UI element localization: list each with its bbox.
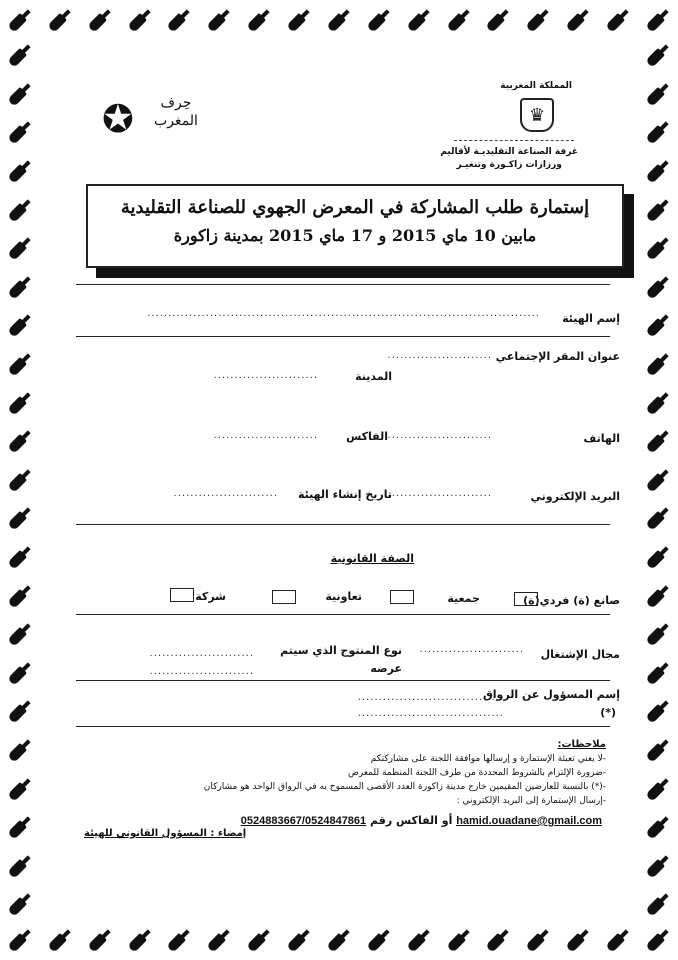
ornament-icon: [205, 926, 233, 954]
form-dates: مابين 10 ماي 2015 و 17 ماي 2015 بمدينة زاكورة: [173, 226, 537, 245]
ornament-icon: [365, 6, 393, 34]
divider-line: [76, 680, 610, 681]
association-checkbox[interactable]: [390, 590, 414, 604]
cooperative-checkbox[interactable]: [272, 590, 296, 604]
form-title: إستمارة طلب المشاركة في المعرض الجهوي للصناعة التقليدية: [120, 197, 590, 218]
border-ornament-right: [638, 36, 678, 924]
ornament-icon: [6, 466, 34, 494]
star-icon: ✪: [102, 97, 134, 141]
ornament-icon: [125, 6, 153, 34]
ornament-icon: [325, 926, 353, 954]
ornament-icon: [6, 427, 34, 455]
org-name-field[interactable]: ..............................................................................................: [147, 308, 540, 319]
signature-label: إمضاء : المسؤول القانوني للهيئة: [84, 828, 247, 839]
ornament-icon: [644, 196, 672, 224]
hiraf-almaghrib-logo: [102, 94, 222, 144]
email-field[interactable]: .........................: [387, 488, 492, 499]
ornament-icon: [524, 926, 552, 954]
fax-field[interactable]: .........................: [213, 430, 318, 441]
logo-text-line-1: حِرف: [160, 95, 192, 111]
legal-status-title: الصفة القانونية: [330, 552, 414, 565]
product-type-label-line-2: عرضه: [370, 662, 402, 675]
ornament-icon: [365, 926, 393, 954]
border-ornament-bottom: [0, 920, 678, 960]
ornament-icon: [524, 6, 552, 34]
org-name-label: إسم الهيئة: [562, 312, 620, 325]
ornament-icon: [644, 620, 672, 648]
artisan-checkbox[interactable]: [514, 592, 538, 606]
ornament-icon: [245, 6, 273, 34]
ornament-icon: [644, 659, 672, 687]
legal-option-cooperative-label: تعاونية: [325, 590, 362, 603]
ornament-icon: [6, 581, 34, 609]
contact-line: [241, 814, 602, 827]
form-page: [44, 44, 634, 916]
note-item: -لا يعني تعبئة الإستمارة و إرسالها موافقة اللجنة على مشاركتكم: [370, 754, 606, 764]
kingdom-label: المملكة المغربية: [500, 81, 572, 91]
logo-text: [146, 94, 206, 130]
ornament-icon: [644, 774, 672, 802]
ornament-icon: [644, 273, 672, 301]
ornament-icon: [165, 926, 193, 954]
ornament-icon: [6, 736, 34, 764]
address-label: عنوان المقر الإجتماعي: [495, 350, 620, 363]
city-field[interactable]: .........................: [213, 370, 318, 381]
note-item: -(*) بالنسبة للعارضين المقيمين خارج مدينة زاكورة العدد الأقصى المسموح به في الرواق الواحد هو مشاركان: [203, 782, 606, 792]
gallery-manager-field-2[interactable]: ...................................: [357, 708, 504, 719]
ornament-icon: [6, 813, 34, 841]
ornament-icon: [644, 311, 672, 339]
city-label: المدينة: [355, 370, 392, 383]
chamber-line-1: غرفة الصناعة التقليديـة لأقاليم: [440, 147, 578, 157]
ornament-icon: [405, 6, 433, 34]
product-type-field-2[interactable]: .........................: [149, 666, 254, 677]
fax-label: الفاكس: [346, 430, 388, 443]
ornament-icon: [644, 234, 672, 262]
ornament-icon: [6, 234, 34, 262]
ornament-icon: [6, 273, 34, 301]
logo-text-line-2: المغرب: [154, 113, 198, 129]
border-ornament-top: [0, 0, 678, 40]
gallery-manager-note-mark: (*): [600, 706, 616, 719]
chamber-line-2: ورزازات زاكـورة وتنغيـر: [456, 160, 562, 170]
gallery-manager-label: إسم المسؤول عن الرواق: [482, 688, 620, 701]
ornament-icon: [644, 813, 672, 841]
ornament-icon: [245, 926, 273, 954]
divider-line: [76, 284, 610, 285]
chamber-name: [440, 146, 578, 172]
ornament-icon: [6, 926, 34, 954]
ornament-icon: [86, 6, 114, 34]
ornament-icon: [125, 926, 153, 954]
ornament-icon: [285, 6, 313, 34]
divider-line: [76, 524, 610, 525]
ornament-icon: [6, 620, 34, 648]
ornament-icon: [644, 926, 672, 954]
ornament-icon: [644, 543, 672, 571]
ornament-icon: [6, 852, 34, 880]
note-item: -ضرورة الإلتزام بالشروط المحددة من طرف اللجنة المنظمة للمعرض: [347, 768, 606, 778]
ornament-icon: [205, 6, 233, 34]
royal-emblem-icon: ♛: [520, 98, 554, 132]
ornament-icon: [6, 697, 34, 725]
ornament-icon: [46, 6, 74, 34]
phone-label: الهاتف: [583, 432, 620, 445]
ornament-icon: [46, 926, 74, 954]
ornament-icon: [6, 350, 34, 378]
ornament-icon: [644, 41, 672, 69]
ornament-icon: [6, 6, 34, 34]
legal-option-company-label: شركة: [195, 590, 226, 603]
divider-line: [76, 614, 610, 615]
ornament-icon: [644, 504, 672, 532]
ornament-icon: [6, 80, 34, 108]
activity-domain-field[interactable]: .........................: [419, 644, 524, 655]
ornament-icon: [564, 926, 592, 954]
ornament-icon: [6, 41, 34, 69]
company-checkbox[interactable]: [170, 588, 194, 602]
ornament-icon: [644, 350, 672, 378]
fax-label-text: أو الفاكس رقم: [370, 814, 453, 827]
note-item: -إرسال الإستمارة إلى البريد الإلكتروني :: [456, 796, 606, 806]
legal-option-artisan-label: صانع (ة) فردي(ة): [523, 594, 620, 607]
ornament-icon: [644, 852, 672, 880]
ornament-icon: [644, 427, 672, 455]
ornament-icon: [484, 6, 512, 34]
ornament-icon: [644, 697, 672, 725]
phone-field[interactable]: .........................: [387, 430, 492, 441]
ornament-icon: [6, 388, 34, 416]
ornament-icon: [6, 157, 34, 185]
ornament-icon: [6, 311, 34, 339]
ornament-icon: [6, 890, 34, 918]
founding-date-field[interactable]: .........................: [173, 488, 278, 499]
divider-line: [76, 336, 610, 337]
ornament-icon: [6, 196, 34, 224]
ornament-icon: [644, 157, 672, 185]
activity-domain-label: مجال الإشتغال: [540, 648, 620, 661]
ornament-icon: [644, 466, 672, 494]
product-type-field-1[interactable]: .........................: [149, 648, 254, 659]
contact-email-link[interactable]: hamid.ouadane@gmail.com: [456, 815, 602, 827]
ornament-icon: [644, 890, 672, 918]
ornament-icon: [325, 6, 353, 34]
contact-phone-numbers: 0524883667/0524847861: [240, 815, 367, 827]
gallery-manager-field-1[interactable]: ...................................: [357, 692, 504, 703]
ornament-icon: [86, 926, 114, 954]
ornament-icon: [644, 388, 672, 416]
product-type-label-line-1: نوع المنتوج الذي سيتم: [280, 644, 402, 657]
founding-date-label: تاريخ إنشاء الهيئة: [298, 488, 392, 501]
legal-option-association-label: جمعية: [447, 592, 480, 605]
ornament-icon: [165, 6, 193, 34]
ornament-icon: [6, 118, 34, 146]
ornament-icon: [484, 926, 512, 954]
divider-line: [76, 726, 610, 727]
ornament-icon: [644, 6, 672, 34]
ornament-icon: [644, 581, 672, 609]
ornament-icon: [644, 118, 672, 146]
ornament-icon: [644, 736, 672, 764]
email-label: البريد الإلكتروني: [530, 490, 620, 503]
address-field[interactable]: .........................: [387, 350, 492, 361]
ornament-icon: [6, 659, 34, 687]
ornament-icon: [285, 926, 313, 954]
ornament-icon: [6, 543, 34, 571]
ornament-icon: [604, 926, 632, 954]
ornament-icon: [604, 6, 632, 34]
notes-section: [204, 738, 606, 808]
ornament-icon: [564, 6, 592, 34]
ornament-icon: [444, 6, 472, 34]
header-divider: [454, 140, 574, 141]
ornament-icon: [444, 926, 472, 954]
ornament-icon: [644, 80, 672, 108]
notes-title: ملاحظات:: [557, 739, 606, 750]
ornament-icon: [405, 926, 433, 954]
ornament-icon: [6, 774, 34, 802]
form-title-box: [86, 184, 624, 268]
border-ornament-left: [0, 36, 40, 924]
ornament-icon: [6, 504, 34, 532]
